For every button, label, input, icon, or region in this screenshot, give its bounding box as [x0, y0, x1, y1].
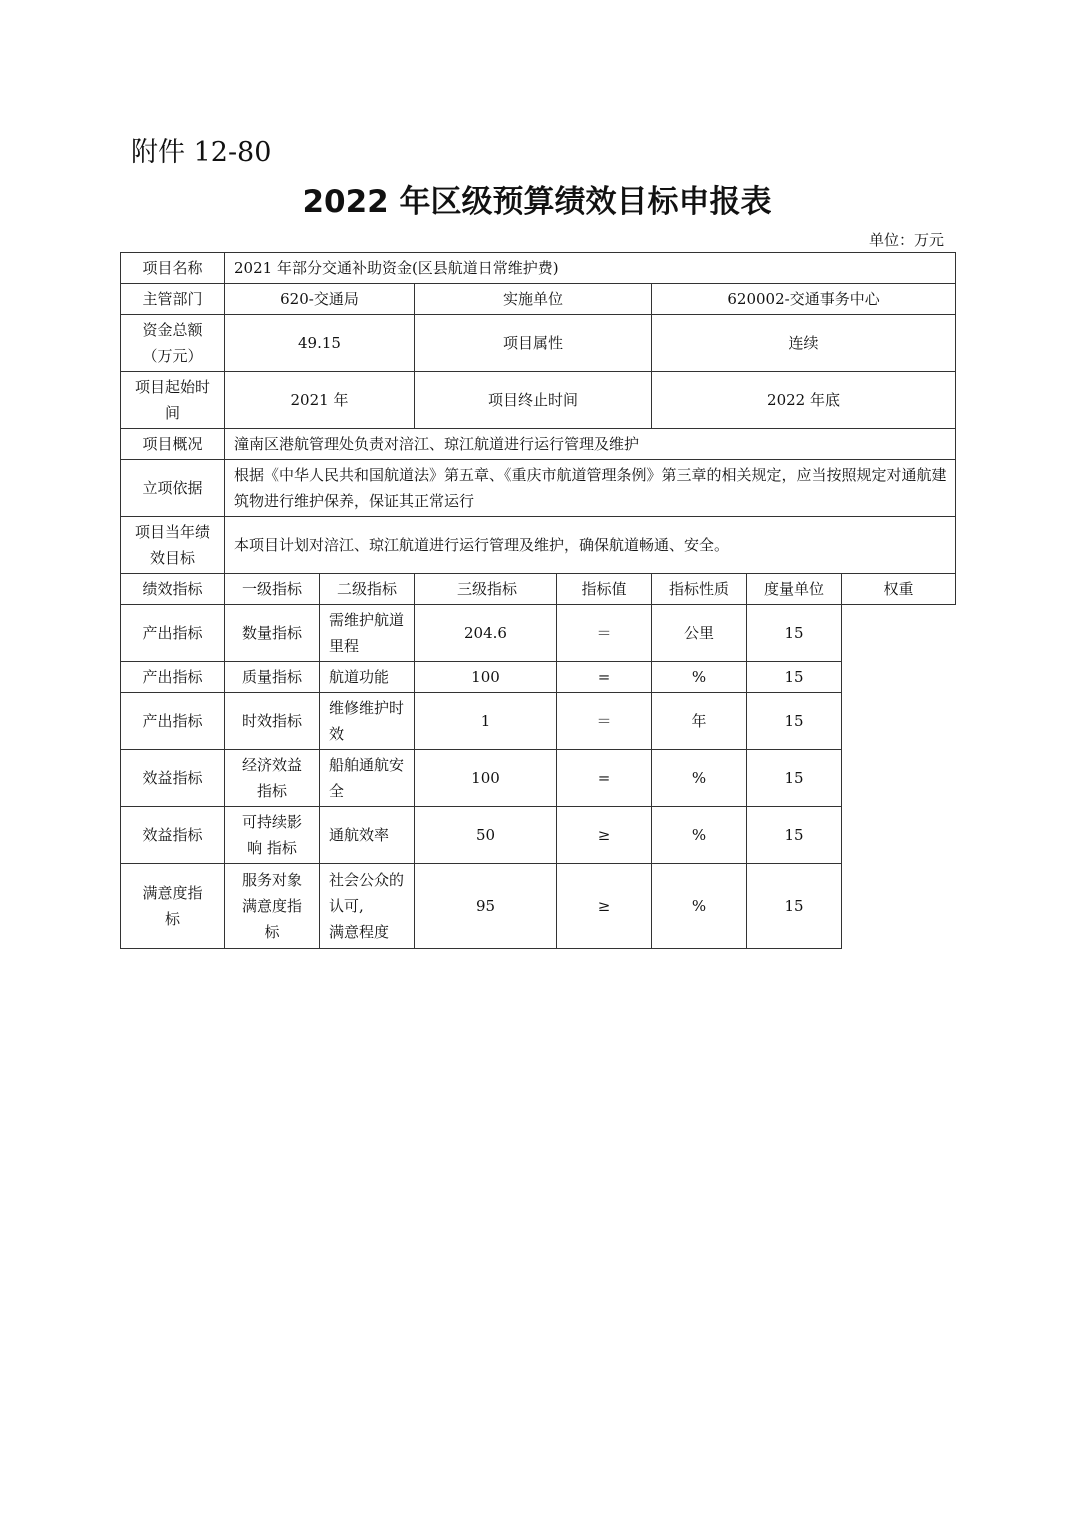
goal-value: 本项目计划对涪江、琼江航道进行运行管理及维护，确保航道畅通、安全。 [225, 517, 956, 574]
indicator-level1: 产出指标 [121, 662, 225, 693]
indicator-value: 100 [415, 750, 557, 807]
row-overview [121, 429, 956, 460]
indicator-nature: ≥ [557, 807, 652, 864]
basis-label: 立项依据 [121, 460, 225, 517]
indicator-value: 100 [415, 662, 557, 693]
indicator-value: 204.6 [415, 605, 557, 662]
indicator-level3: 船舶通航安全 [320, 750, 415, 807]
indicator-row [121, 662, 956, 693]
header-cell: 二级指标 [320, 574, 415, 605]
attr-label: 项目属性 [415, 315, 652, 372]
header-cell: 三级指标 [415, 574, 557, 605]
perf-indicator-label: 绩效指标 [121, 574, 225, 605]
indicator-unit: % [652, 750, 747, 807]
indicator-row [121, 864, 956, 949]
dept-label: 主管部门 [121, 284, 225, 315]
basis-value: 根据《中华人民共和国航道法》第五章、《重庆市航道管理条例》第三章的相关规定，应当按照规定对通航建筑物进行维护保养，保证其正常运行 [225, 460, 956, 517]
indicator-level1: 产出指标 [121, 693, 225, 750]
attr-value: 连续 [652, 315, 956, 372]
overview-value: 潼南区港航管理处负责对涪江、琼江航道进行运行管理及维护 [225, 429, 956, 460]
indicator-level2: 数量指标 [225, 605, 320, 662]
indicator-level1: 效益指标 [121, 750, 225, 807]
indicator-row [121, 807, 956, 864]
fund-value: 49.15 [225, 315, 415, 372]
indicator-value: 1 [415, 693, 557, 750]
indicator-unit: 公里 [652, 605, 747, 662]
indicator-row [121, 750, 956, 807]
budget-form-table [120, 252, 956, 949]
indicator-level2: 质量指标 [225, 662, 320, 693]
header-cell: 度量单位 [747, 574, 842, 605]
indicator-level3: 航道功能 [320, 662, 415, 693]
row-department [121, 284, 956, 315]
indicator-level3: 通航效率 [320, 807, 415, 864]
attachment-number: 附件 12-80 [131, 137, 272, 168]
indicator-level2: 可持续影 响 指标 [225, 807, 320, 864]
header-cell: 指标性质 [652, 574, 747, 605]
header-cell: 权重 [842, 574, 956, 605]
indicator-row [121, 693, 956, 750]
indicator-weight: 15 [747, 807, 842, 864]
indicator-level3: 社会公众的认可, 满意程度 [320, 864, 415, 949]
row-project-name [121, 253, 956, 284]
start-label: 项目起始时 间 [121, 372, 225, 429]
row-period [121, 372, 956, 429]
indicator-weight: 15 [747, 605, 842, 662]
header-cell: 指标值 [557, 574, 652, 605]
indicator-nature: ≥ [557, 864, 652, 949]
indicator-level2: 时效指标 [225, 693, 320, 750]
indicator-nature: = [557, 750, 652, 807]
project-name-label: 项目名称 [121, 253, 225, 284]
indicator-level1: 产出指标 [121, 605, 225, 662]
indicator-unit: % [652, 807, 747, 864]
indicator-row [121, 605, 956, 662]
header-cell: 一级指标 [225, 574, 320, 605]
row-basis [121, 460, 956, 517]
indicator-level1: 满意度指 标 [121, 864, 225, 949]
row-goal [121, 517, 956, 574]
indicator-level1: 效益指标 [121, 807, 225, 864]
indicator-unit: % [652, 662, 747, 693]
goal-label: 项目当年绩 效目标 [121, 517, 225, 574]
end-label: 项目终止时间 [415, 372, 652, 429]
indicator-value: 50 [415, 807, 557, 864]
indicator-unit: 年 [652, 693, 747, 750]
impl-value: 620002-交通事务中心 [652, 284, 956, 315]
start-value: 2021 年 [225, 372, 415, 429]
indicator-nature: ＝ [557, 693, 652, 750]
indicator-weight: 15 [747, 662, 842, 693]
fund-label: 资金总额 （万元） [121, 315, 225, 372]
row-fund [121, 315, 956, 372]
unit-note: 单位：万元 [868, 231, 944, 249]
indicator-header-row [121, 574, 956, 605]
indicator-weight: 15 [747, 750, 842, 807]
dept-value: 620-交通局 [225, 284, 415, 315]
indicator-nature: ＝ [557, 605, 652, 662]
indicator-value: 95 [415, 864, 557, 949]
indicator-unit: % [652, 864, 747, 949]
indicator-level2: 经济效益 指标 [225, 750, 320, 807]
project-name-value: 2021 年部分交通补助资金(区县航道日常维护费) [225, 253, 956, 284]
indicator-level3: 需维护航道里程 [320, 605, 415, 662]
indicator-level2: 服务对象 满意度指 标 [225, 864, 320, 949]
indicator-weight: 15 [747, 693, 842, 750]
end-value: 2022 年底 [652, 372, 956, 429]
indicator-level3: 维修维护时效 [320, 693, 415, 750]
impl-label: 实施单位 [415, 284, 652, 315]
overview-label: 项目概况 [121, 429, 225, 460]
indicator-nature: = [557, 662, 652, 693]
page-title: 2022 年区级预算绩效目标申报表 [302, 184, 772, 220]
indicator-weight: 15 [747, 864, 842, 949]
